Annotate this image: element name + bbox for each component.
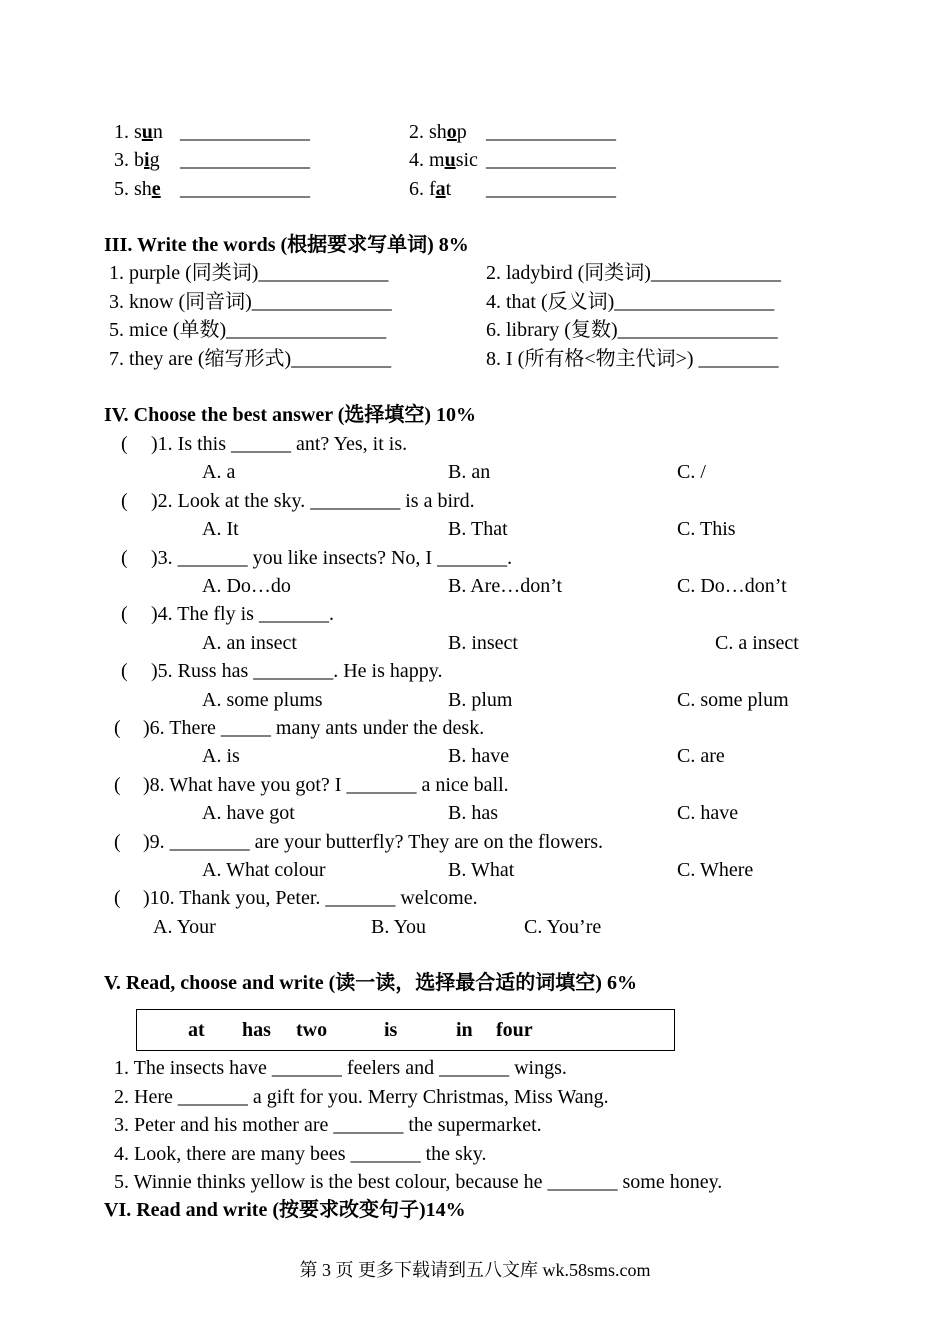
item-number: 6. bbox=[409, 178, 424, 200]
word-bank-box bbox=[136, 1009, 675, 1051]
word-bank-item: in bbox=[456, 1019, 473, 1041]
answer-blank[interactable]: _____________ bbox=[486, 178, 616, 200]
fill-in-item[interactable]: 2. Here _______ a gift for you. Merry Christmas, Miss Wang. bbox=[114, 1086, 609, 1108]
word-part: sic bbox=[455, 149, 478, 171]
word-part: n bbox=[152, 121, 163, 143]
word-part: t bbox=[445, 178, 452, 200]
option-c: C. are bbox=[677, 745, 725, 767]
option-b: B. have bbox=[448, 745, 510, 767]
word-bank-item: has bbox=[242, 1019, 271, 1041]
phonics-item-1 bbox=[114, 118, 163, 146]
phonics-item-4 bbox=[409, 146, 478, 174]
underlined-letter: i bbox=[144, 149, 150, 171]
answer-blank[interactable]: _____________ bbox=[180, 121, 310, 143]
question-stem: )5. Russ has ________. He is happy. bbox=[151, 660, 443, 682]
word-part: g bbox=[149, 149, 160, 171]
item-number: 1. bbox=[114, 121, 129, 143]
answer-blank[interactable]: _____________ bbox=[486, 149, 616, 171]
answer-paren[interactable]: ( bbox=[114, 774, 121, 796]
word-item[interactable]: 6. library (复数)________________ bbox=[486, 319, 778, 341]
question-stem: )10. Thank you, Peter. _______ welcome. bbox=[143, 887, 478, 909]
option-c: C. a insect bbox=[715, 632, 799, 654]
phonics-item-6 bbox=[409, 175, 451, 203]
option-a: A. Your bbox=[153, 916, 216, 938]
option-c: C. some plum bbox=[677, 689, 789, 711]
answer-paren[interactable]: ( bbox=[121, 603, 128, 625]
word-item[interactable]: 1. purple (同类词)_____________ bbox=[109, 262, 389, 284]
word-part: sh bbox=[429, 121, 447, 143]
word-item[interactable]: 7. they are (缩写形式)__________ bbox=[109, 348, 392, 370]
word-part: f bbox=[429, 178, 436, 200]
question-stem: )3. _______ you like insects? No, I _______. bbox=[151, 547, 513, 569]
word-item[interactable]: 4. that (反义词)________________ bbox=[486, 291, 775, 313]
option-c: C. Where bbox=[677, 859, 754, 881]
question-stem: )8. What have you got? I _______ a nice ball. bbox=[143, 774, 509, 796]
question-stem: )1. Is this ______ ant? Yes, it is. bbox=[151, 433, 408, 455]
option-c: C. / bbox=[677, 461, 706, 483]
question-stem: )4. The fly is _______. bbox=[151, 603, 334, 625]
word-part: b bbox=[134, 149, 144, 171]
fill-in-item[interactable]: 1. The insects have _______ feelers and _______ wings. bbox=[114, 1057, 567, 1079]
answer-blank[interactable]: _____________ bbox=[486, 121, 616, 143]
word-bank-item: is bbox=[384, 1019, 398, 1041]
fill-in-item[interactable]: 3. Peter and his mother are _______ the supermarket. bbox=[114, 1114, 542, 1136]
item-number: 5. bbox=[114, 178, 129, 200]
option-c: C. have bbox=[677, 802, 739, 824]
section-3-title: III. Write the words (根据要求写单词) 8% bbox=[104, 234, 469, 256]
option-a: A. It bbox=[202, 518, 239, 540]
option-a: A. a bbox=[202, 461, 236, 483]
option-b: B. insect bbox=[448, 632, 518, 654]
underlined-letter: u bbox=[444, 149, 456, 171]
word-part: sh bbox=[134, 178, 152, 200]
section-5-title: V. Read, choose and write (读一读，选择最合适的词填空) 6% bbox=[104, 972, 637, 994]
fill-in-item[interactable]: 5. Winnie thinks yellow is the best colour, because he _______ some honey. bbox=[114, 1171, 723, 1193]
fill-in-item[interactable]: 4. Look, there are many bees _______ the sky. bbox=[114, 1143, 487, 1165]
word-part: m bbox=[429, 149, 445, 171]
question-stem: )9. ________ are your butterfly? They are on the flowers. bbox=[143, 831, 604, 853]
option-b: B. What bbox=[448, 859, 515, 881]
word-bank-item: two bbox=[296, 1019, 328, 1041]
question-stem: )2. Look at the sky. _________ is a bird. bbox=[151, 490, 475, 512]
page-footer: 第 3 页 更多下载请到五八文库 wk.58sms.com bbox=[299, 1260, 651, 1280]
word-part: s bbox=[134, 121, 142, 143]
underlined-letter: a bbox=[435, 178, 446, 200]
option-a: A. What colour bbox=[202, 859, 326, 881]
phonics-item-5 bbox=[114, 175, 161, 203]
option-b: B. plum bbox=[448, 689, 513, 711]
option-b: B. has bbox=[448, 802, 498, 824]
answer-paren[interactable]: ( bbox=[121, 547, 128, 569]
word-bank-item: four bbox=[496, 1019, 533, 1041]
answer-paren[interactable]: ( bbox=[114, 887, 121, 909]
option-c: C. You’re bbox=[524, 916, 602, 938]
option-b: B. You bbox=[371, 916, 427, 938]
phonics-item-2 bbox=[409, 118, 467, 146]
answer-paren[interactable]: ( bbox=[121, 660, 128, 682]
section-4-title: IV. Choose the best answer (选择填空) 10% bbox=[104, 404, 477, 426]
option-b: B. an bbox=[448, 461, 491, 483]
underlined-letter: o bbox=[446, 121, 457, 143]
answer-blank[interactable]: _____________ bbox=[180, 149, 310, 171]
item-number: 2. bbox=[409, 121, 424, 143]
option-a: A. an insect bbox=[202, 632, 297, 654]
question-stem: )6. There _____ many ants under the desk. bbox=[143, 717, 485, 739]
option-a: A. have got bbox=[202, 802, 295, 824]
phonics-item-3 bbox=[114, 146, 160, 174]
answer-blank[interactable]: _____________ bbox=[180, 178, 310, 200]
word-bank-item: at bbox=[188, 1019, 205, 1041]
word-item[interactable]: 2. ladybird (同类词)_____________ bbox=[486, 262, 781, 284]
answer-paren[interactable]: ( bbox=[121, 433, 128, 455]
word-part: p bbox=[456, 121, 467, 143]
option-b: B. That bbox=[448, 518, 508, 540]
option-a: A. some plums bbox=[202, 689, 323, 711]
option-a: A. is bbox=[202, 745, 240, 767]
underlined-letter: u bbox=[141, 121, 153, 143]
item-number: 3. bbox=[114, 149, 129, 171]
answer-paren[interactable]: ( bbox=[121, 490, 128, 512]
section-6-title: VI. Read and write (按要求改变句子)14% bbox=[104, 1199, 466, 1221]
answer-paren[interactable]: ( bbox=[114, 831, 121, 853]
word-item[interactable]: 8. I (所有格<物主代词>) ________ bbox=[486, 348, 779, 370]
option-b: B. Are…don’t bbox=[448, 575, 563, 597]
option-a: A. Do…do bbox=[202, 575, 291, 597]
word-item[interactable]: 3. know (同音词)______________ bbox=[109, 291, 392, 313]
word-item[interactable]: 5. mice (单数)________________ bbox=[109, 319, 387, 341]
option-c: C. Do…don’t bbox=[677, 575, 787, 597]
answer-paren[interactable]: ( bbox=[114, 717, 121, 739]
item-number: 4. bbox=[409, 149, 424, 171]
underlined-letter: e bbox=[151, 178, 161, 200]
option-c: C. This bbox=[677, 518, 736, 540]
